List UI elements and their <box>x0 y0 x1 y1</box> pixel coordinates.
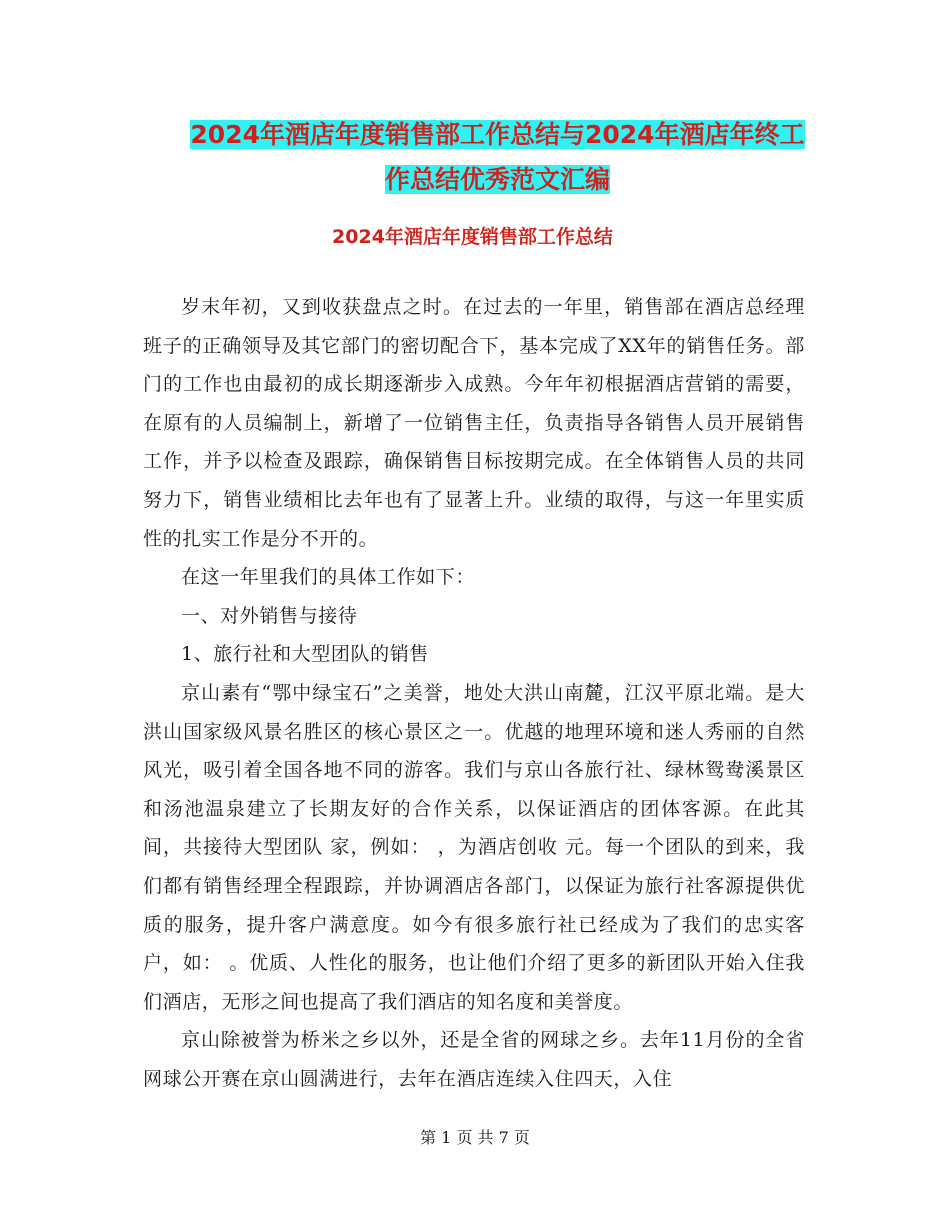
paragraph-heading-external-sales: 一、对外销售与接待 <box>181 604 358 627</box>
document-title-line-2: 作总结优秀范文汇编 <box>384 165 610 194</box>
paragraph-intro: 岁末年初，又到收获盘点之时。在过去的一年里，销售部在酒店总经理班子的正确领导及其它部门的密切配合下，基本完成了XX年的销售任务。部门的工作也由最初的成长期逐渐步入成熟。今年年初根据酒店营销的需要，在原有的人员编制上，新增了一位销售主任，负责指导各销售人员开展销售工作，并予以检查及跟踪，确保销售目标按期完成。在全体销售人员的共同努力下，销售业绩相比去年也有了显著上升。业绩的取得，与这一年里实质性的扎实工作是分不开的。 <box>143 296 805 550</box>
section-heading: 2024年酒店年度销售部工作总结 <box>332 226 613 248</box>
document-title <box>140 112 855 202</box>
document-body <box>143 288 805 1098</box>
document-title-line-1: 2024年酒店年度销售部工作总结与2024年酒店年终工 <box>190 120 805 149</box>
paragraph-travel-agency: 京山素有“鄂中绿宝石”之美誉，地处大洪山南麓，江汉平原北端。是大洪山国家级风景名胜区的核心景区之一。优越的地理环境和迷人秀丽的自然风光，吸引着全国各地不同的游客。我们与京山各旅行社、绿林鸳鸯溪景区和汤池温泉建立了长期友好的合作关系，以保证酒店的团体客源。在此其间，共接待大型团队 家，例如： ，为酒店创收 元。每一个团队的到来，我们都有销售经理全程跟踪，并协调酒店各部门，以保证为旅行社客源提供优质的服务，提升客户满意度。如今有很多旅行社已经成为了我们的忠实客户，如： 。优质、人性化的服务，也让他们介绍了更多的新团队开始入住我们酒店，无形之间也提高了我们酒店的知名度和美誉度。 <box>143 681 805 1013</box>
paragraph-heading-travel-agency: 1、旅行社和大型团队的销售 <box>181 643 429 666</box>
paragraph-work-list: 在这一年里我们的具体工作如下： <box>181 566 476 589</box>
paragraph-tennis: 京山除被誉为桥米之乡以外，还是全省的网球之乡。去年11月份的全省网球公开赛在京山圆满进行，去年在酒店连续入住四天，入住 <box>143 1029 805 1090</box>
page-footer: 第 1 页 共 7 页 <box>420 1128 530 1147</box>
